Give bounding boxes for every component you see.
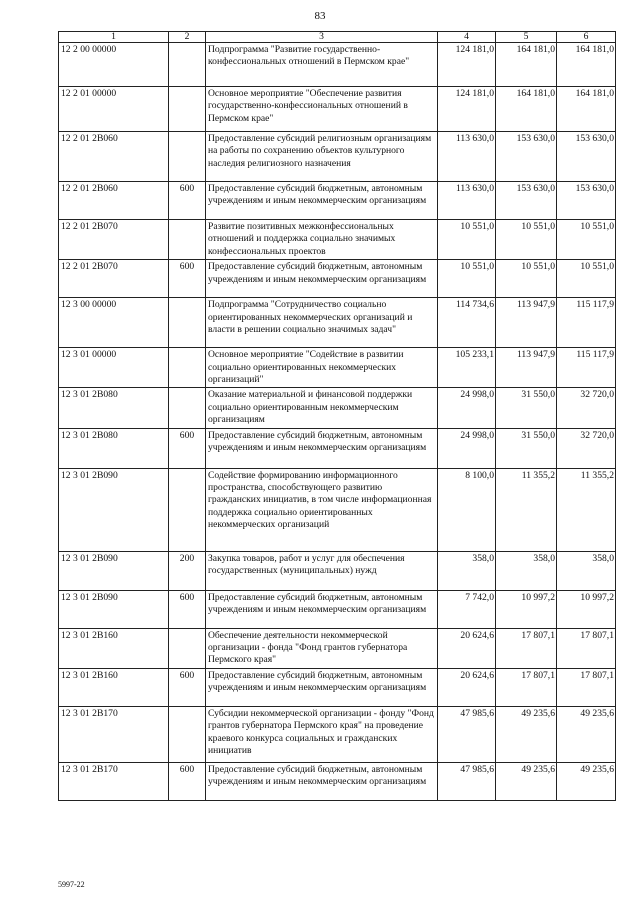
cell-value-col-4: 358,0 <box>438 551 496 590</box>
cell-value-col-5: 153 630,0 <box>496 132 557 182</box>
cell-value-col-6: 11 355,2 <box>557 468 616 551</box>
table-row <box>59 182 616 220</box>
cell-name: Предоставление субсидий религиозным организациям на работы по сохранению объектов культурного наследия религиозного назначения <box>206 132 438 182</box>
cell-name: Обеспечение деятельности некоммерческой организации - фонда "Фонд грантов губернатора Пермского края" <box>206 628 438 668</box>
cell-value-col-5: 164 181,0 <box>496 87 557 132</box>
cell-code: 12 2 01 2В060 <box>59 182 169 220</box>
cell-expense-type: 600 <box>169 762 206 800</box>
cell-value-col-5: 31 550,0 <box>496 388 557 428</box>
cell-value-col-5: 10 551,0 <box>496 260 557 298</box>
header-col-3: 3 <box>206 32 438 43</box>
table-row <box>59 388 616 428</box>
cell-value-col-5: 10 551,0 <box>496 220 557 260</box>
cell-expense-type <box>169 706 206 762</box>
cell-value-col-5: 358,0 <box>496 551 557 590</box>
header-row <box>59 32 616 43</box>
table-row <box>59 428 616 468</box>
cell-value-col-6: 10 551,0 <box>557 260 616 298</box>
table-row <box>59 551 616 590</box>
cell-value-col-5: 11 355,2 <box>496 468 557 551</box>
cell-value-col-6: 17 807,1 <box>557 628 616 668</box>
cell-name: Основное мероприятие "Обеспечение развития государственно-конфессиональных отношений в Пермском крае" <box>206 87 438 132</box>
cell-expense-type <box>169 43 206 87</box>
header-col-1: 1 <box>59 32 169 43</box>
cell-value-col-4: 10 551,0 <box>438 220 496 260</box>
cell-expense-type: 600 <box>169 260 206 298</box>
cell-code: 12 2 01 2В060 <box>59 132 169 182</box>
cell-value-col-6: 164 181,0 <box>557 43 616 87</box>
cell-name: Подпрограмма "Развитие государственно-конфессиональных отношений в Пермском крае" <box>206 43 438 87</box>
cell-expense-type: 600 <box>169 668 206 706</box>
cell-value-col-6: 10 551,0 <box>557 220 616 260</box>
cell-code: 12 3 01 2В170 <box>59 762 169 800</box>
table-row <box>59 298 616 348</box>
cell-code: 12 2 01 2В070 <box>59 260 169 298</box>
cell-value-col-5: 17 807,1 <box>496 668 557 706</box>
cell-value-col-4: 24 998,0 <box>438 388 496 428</box>
cell-code: 12 3 00 00000 <box>59 298 169 348</box>
cell-value-col-5: 113 947,9 <box>496 348 557 388</box>
cell-value-col-4: 124 181,0 <box>438 43 496 87</box>
cell-expense-type <box>169 348 206 388</box>
cell-value-col-4: 24 998,0 <box>438 428 496 468</box>
cell-expense-type <box>169 298 206 348</box>
cell-name: Предоставление субсидий бюджетным, автономным учреждениям и иным некоммерческим организациям <box>206 182 438 220</box>
table-row <box>59 132 616 182</box>
cell-code: 12 2 01 00000 <box>59 87 169 132</box>
cell-name: Закупка товаров, работ и услуг для обеспечения государственных (муниципальных) нужд <box>206 551 438 590</box>
cell-expense-type <box>169 132 206 182</box>
header-col-4: 4 <box>438 32 496 43</box>
cell-value-col-6: 17 807,1 <box>557 668 616 706</box>
cell-value-col-4: 105 233,1 <box>438 348 496 388</box>
table-row <box>59 668 616 706</box>
table-row <box>59 590 616 628</box>
cell-name: Предоставление субсидий бюджетным, автономным учреждениям и иным некоммерческим организациям <box>206 668 438 706</box>
cell-expense-type <box>169 628 206 668</box>
cell-code: 12 2 01 2В070 <box>59 220 169 260</box>
cell-code: 12 3 01 2В160 <box>59 628 169 668</box>
table-row <box>59 260 616 298</box>
cell-expense-type <box>169 388 206 428</box>
cell-value-col-5: 113 947,9 <box>496 298 557 348</box>
cell-value-col-4: 10 551,0 <box>438 260 496 298</box>
cell-name: Предоставление субсидий бюджетным, автономным учреждениям и иным некоммерческим организациям <box>206 590 438 628</box>
cell-name: Содействие формированию информационного пространства, способствующего развитию гражданских инициатив, в том числе информационная поддержка социально ориентированных некоммерческих организаций <box>206 468 438 551</box>
cell-name: Оказание материальной и финансовой поддержки социально ориентированным некоммерческим организациям <box>206 388 438 428</box>
cell-value-col-4: 124 181,0 <box>438 87 496 132</box>
cell-value-col-5: 31 550,0 <box>496 428 557 468</box>
cell-name: Субсидии некоммерческой организации - фонду "Фонд грантов губернатора Пермского края" на проведение краевого конкурса социальных и гражданских инициатив <box>206 706 438 762</box>
cell-value-col-4: 7 742,0 <box>438 590 496 628</box>
cell-value-col-6: 32 720,0 <box>557 428 616 468</box>
cell-expense-type: 200 <box>169 551 206 590</box>
cell-value-col-4: 114 734,6 <box>438 298 496 348</box>
table-row <box>59 468 616 551</box>
cell-value-col-6: 10 997,2 <box>557 590 616 628</box>
table-body <box>59 43 616 801</box>
cell-value-col-5: 153 630,0 <box>496 182 557 220</box>
budget-table <box>58 31 616 801</box>
table-row <box>59 348 616 388</box>
cell-value-col-6: 115 117,9 <box>557 298 616 348</box>
cell-value-col-5: 49 235,6 <box>496 762 557 800</box>
cell-value-col-4: 113 630,0 <box>438 182 496 220</box>
cell-value-col-5: 49 235,6 <box>496 706 557 762</box>
cell-name: Предоставление субсидий бюджетным, автономным учреждениям и иным некоммерческим организациям <box>206 762 438 800</box>
cell-name: Предоставление субсидий бюджетным, автономным учреждениям и иным некоммерческим организациям <box>206 428 438 468</box>
cell-value-col-4: 20 624,6 <box>438 668 496 706</box>
table-row <box>59 628 616 668</box>
header-col-5: 5 <box>496 32 557 43</box>
table-row <box>59 43 616 87</box>
cell-name: Развитие позитивных межконфессиональных отношений и поддержка социально значимых конфессиональных проектов <box>206 220 438 260</box>
cell-value-col-5: 164 181,0 <box>496 43 557 87</box>
cell-code: 12 3 01 00000 <box>59 348 169 388</box>
cell-value-col-6: 49 235,6 <box>557 706 616 762</box>
cell-name: Основное мероприятие "Содействие в развитии социально ориентированных некоммерческих организаций" <box>206 348 438 388</box>
cell-value-col-6: 32 720,0 <box>557 388 616 428</box>
cell-expense-type: 600 <box>169 590 206 628</box>
cell-code: 12 3 01 2В090 <box>59 468 169 551</box>
cell-value-col-6: 164 181,0 <box>557 87 616 132</box>
header-col-2: 2 <box>169 32 206 43</box>
cell-expense-type <box>169 87 206 132</box>
cell-code: 12 3 01 2В090 <box>59 590 169 628</box>
cell-name: Подпрограмма "Сотрудничество социально ориентированных некоммерческих организаций и власти в решении социально значимых задач" <box>206 298 438 348</box>
cell-value-col-6: 358,0 <box>557 551 616 590</box>
cell-code: 12 3 01 2В160 <box>59 668 169 706</box>
table-row <box>59 87 616 132</box>
cell-expense-type: 600 <box>169 182 206 220</box>
page-number: 83 <box>314 10 326 22</box>
cell-value-col-6: 115 117,9 <box>557 348 616 388</box>
cell-code: 12 3 01 2В080 <box>59 428 169 468</box>
cell-value-col-4: 113 630,0 <box>438 132 496 182</box>
table-row <box>59 220 616 260</box>
header-col-6: 6 <box>557 32 616 43</box>
table-row <box>59 762 616 800</box>
cell-value-col-4: 20 624,6 <box>438 628 496 668</box>
table-header <box>59 32 616 43</box>
cell-expense-type: 600 <box>169 428 206 468</box>
cell-value-col-6: 153 630,0 <box>557 182 616 220</box>
cell-name: Предоставление субсидий бюджетным, автономным учреждениям и иным некоммерческим организациям <box>206 260 438 298</box>
cell-value-col-6: 153 630,0 <box>557 132 616 182</box>
cell-value-col-5: 10 997,2 <box>496 590 557 628</box>
footer-code: 5997-22 <box>58 880 85 889</box>
cell-code: 12 3 01 2В090 <box>59 551 169 590</box>
cell-code: 12 3 01 2В080 <box>59 388 169 428</box>
cell-value-col-6: 49 235,6 <box>557 762 616 800</box>
cell-code: 12 2 00 00000 <box>59 43 169 87</box>
table-row <box>59 706 616 762</box>
cell-value-col-5: 17 807,1 <box>496 628 557 668</box>
cell-code: 12 3 01 2В170 <box>59 706 169 762</box>
cell-value-col-4: 47 985,6 <box>438 706 496 762</box>
cell-value-col-4: 8 100,0 <box>438 468 496 551</box>
cell-value-col-4: 47 985,6 <box>438 762 496 800</box>
cell-expense-type <box>169 220 206 260</box>
cell-expense-type <box>169 468 206 551</box>
